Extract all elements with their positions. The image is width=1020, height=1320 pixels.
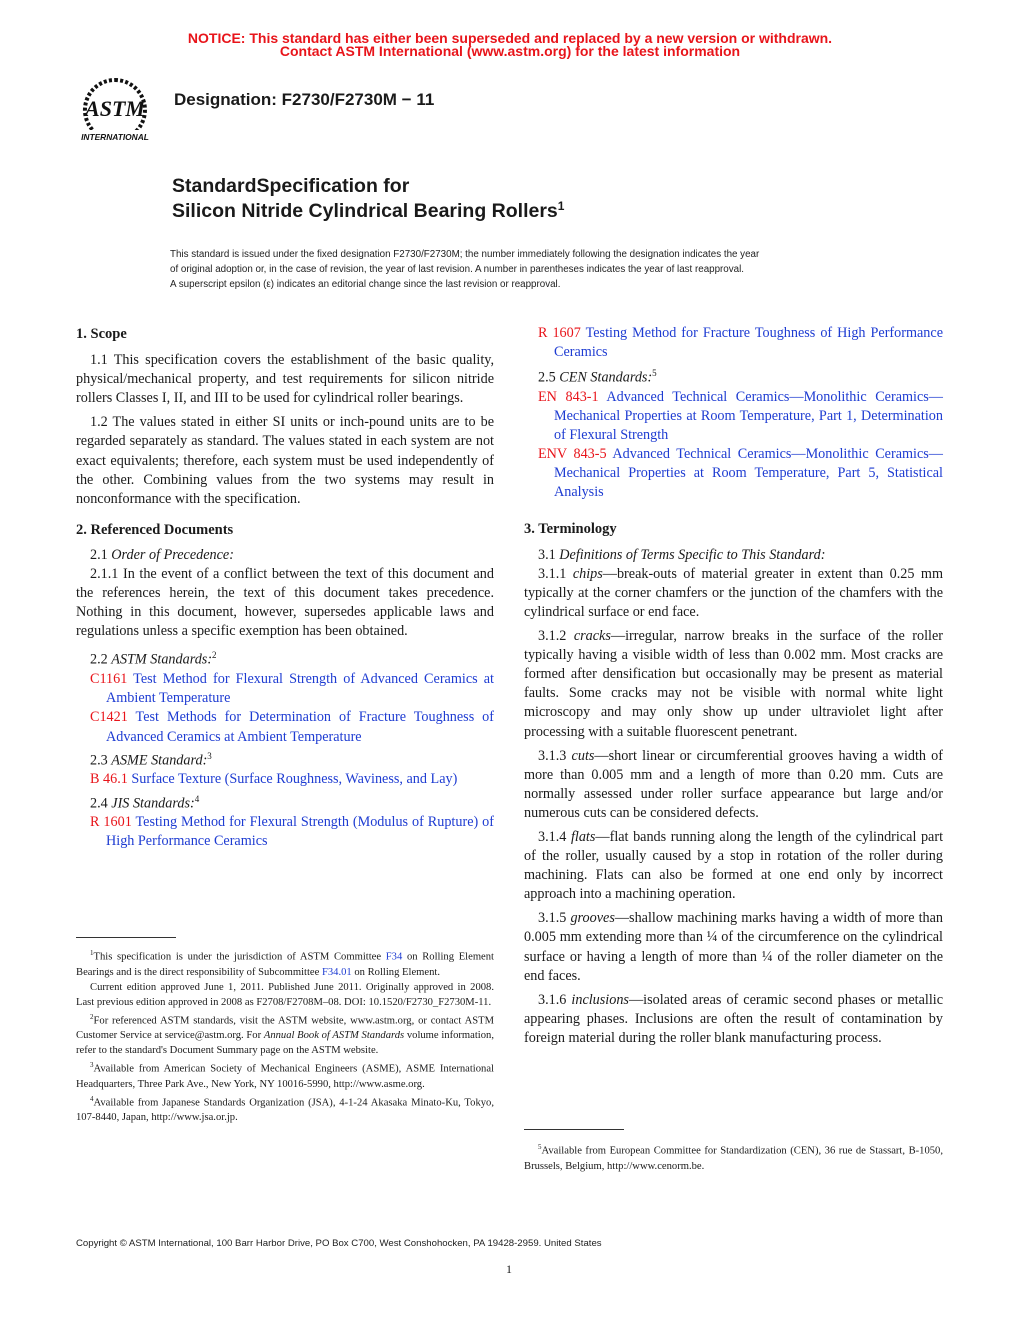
- page-number: 1: [506, 1262, 512, 1276]
- term-inclusions: 3.1.6 inclusions—isolated areas of ceramic second phases or metallic appearing phases. Inclusions are often the result of contamination by foreign material during the roller blank manufacturing process.: [524, 991, 943, 1046]
- link-f34-01[interactable]: F34.01: [321, 966, 352, 978]
- footnote-2: $^2$For referenced ASTM standards, visit the ASTM website, www.astm.org, or contact ASTM Customer Service at service@astm.org. For Annual Book of ASTM Standards volume information, refer to the standard's Document Summary page on the ASTM website.: [76, 1012, 494, 1057]
- issue-note-line-1: This standard is issued under the fixed designation F2730/F2730M; the number immediately following the designation indicates the year: [170, 249, 760, 260]
- issue-note-line-2: of original adoption or, in the case of revision, the year of last revision. A number in parentheses indicates the year of last reapproval.: [170, 264, 744, 275]
- designation: Designation: F2730/F2730M − 11: [174, 90, 435, 109]
- scope-1-1: 1.1 This specification covers the establishment of the basic quality, physical/mechanical property, and test requirements for silicon nitride rollers Classes I, II, and III to be used for cylindrical roller bearings.: [76, 352, 494, 407]
- term-cracks: 3.1.2 cracks—irregular, narrow breaks in the surface of the roller typically having a visible width of less than 0.002 mm. Most cracks are formed after densification but occasionally may be present as material faults. Some cracks may not be visible with normal white light microscopy and may only show up under ultraviolet light after processing with a suitable fluorescent penetrant.: [524, 628, 943, 740]
- footnote-3: $^3$Available from American Society of Mechanical Engineers (ASME), ASME International Headquarters, Three Park Ave., New York, NY 10016-5990, http://www.asme.org.: [76, 1061, 494, 1090]
- refdocs-heading: 2. Referenced Documents: [76, 521, 234, 538]
- footnote-4: $^4$Available from Japanese Standards Organization (JSA), 4-1-24 Akasaka Minato-Ku, Tokyo, 107-8440, Japan, http://www.jsa.or.jp.: [76, 1094, 494, 1124]
- ref-r1607[interactable]: R 1607 Testing Method for Fracture Toughness of High Performance Ceramics: [538, 325, 943, 361]
- logo-caption: INTERNATIONAL: [81, 132, 149, 142]
- ref-env843-5[interactable]: ENV 843-5 Advanced Technical Ceramics—Monolithic Ceramics—Mechanical Properties at Room Temperature, Part 5, Statistical Analysis: [538, 446, 943, 501]
- link-f34[interactable]: F34: [385, 951, 403, 963]
- ref-c1421[interactable]: C1421 Test Methods for Determination of Fracture Toughness of Advanced Ceramics at Ambient Temperature: [90, 709, 494, 745]
- term-chips: 3.1.1 chips—break-outs of material greater in extent than 0.25 mm typically at the corner chamfers or the junction of the chamfers with the cylindrical surface or end face.: [524, 565, 944, 620]
- astm-logo: [68, 74, 162, 146]
- refdocs-2-3: 2.3 ASME Standard:$^3$: [90, 750, 212, 769]
- ref-r1601[interactable]: R 1601 Testing Method for Flexural Strength (Modulus of Rupture) of High Performance Ceramics: [90, 814, 494, 850]
- footnote-1: $^1$This specification is under the jurisdiction of ASTM Committee F34 on Rolling Element Bearings and is the direct responsibility of Subcommittee F34.01 on Rolling Element.: [76, 949, 494, 978]
- right-column: [524, 324, 943, 1048]
- term-cuts: 3.1.3 cuts—short linear or circumferential grooves having a width of more than 0.005 mm and a length of more than 0.20 mm. Cuts are normally assessed under roller surface appearance but large and/or numerous cuts can be considered defects.: [524, 747, 944, 821]
- ref-en843-1[interactable]: EN 843-1 Advanced Technical Ceramics—Monolithic Ceramics—Mechanical Properties at Room Temperature, Part 1, Determination of Flexural Strength: [538, 389, 943, 444]
- title-line-2: Silicon Nitride Cylindrical Bearing Rollers$^1$: [172, 199, 565, 222]
- left-column: [76, 325, 494, 852]
- notice-line-1: NOTICE: This standard has either been superseded and replaced by a new version or withdrawn.: [187, 30, 833, 46]
- copyright: Copyright © ASTM International, 100 Barr Harbor Drive, PO Box C700, West Conshohocken, PA 19428-2959. United States: [76, 1238, 602, 1249]
- terminology-heading: 3. Terminology: [524, 520, 617, 537]
- refdocs-2-2: 2.2 ASTM Standards:$^2$: [90, 650, 217, 669]
- issue-note-line-3: A superscript epsilon (ε) indicates an editorial change since the last revision or reapproval.: [170, 279, 561, 290]
- ref-c1161[interactable]: C1161 Test Method for Flexural Strength of Advanced Ceramics at Ambient Temperature: [90, 671, 494, 707]
- term-flats: 3.1.4 flats—flat bands running along the length of the cylindrical part of the roller, usually caused by a stop in rotation of the roller during machining. Flats can also be formed at one end only by incorrect approach into a machining operation.: [524, 828, 944, 903]
- footnote-rule-left: [76, 937, 176, 938]
- refdocs-2-1: 2.1 Order of Precedence:: [90, 546, 234, 563]
- title-line-1: StandardSpecification for: [172, 175, 410, 197]
- scope-1-2: 1.2 The values stated in either SI units or inch-pound units are to be regarded separately as standard. The values stated in each system are not exact equivalents; therefore, each system must be used independently of the other. Combining values from the two systems may result in nonconformance with the specification.: [76, 414, 494, 507]
- scope-heading: 1. Scope: [76, 326, 127, 342]
- term-grooves: 3.1.5 grooves—shallow machining marks having a width of more than 0.005 mm extending more than ¼ of the circumference on the cylindrical surface or having a length of more than ¼ of the roller diameter on the end faces.: [524, 910, 943, 984]
- ref-b46-1[interactable]: B 46.1 Surface Texture (Surface Roughness, Waviness, and Lay): [90, 771, 458, 788]
- footnotes-left: [76, 946, 494, 1125]
- footnote-1-edition: Current edition approved June 1, 2011. Published June 2011. Originally approved in 2008. Last previous edition approved in 2008 as F2708/F2708M–08. DOI: 10.1520/F2730_F2730M-11.: [76, 981, 494, 1008]
- refdocs-2-4: 2.4 JIS Standards:$^4$: [90, 793, 200, 812]
- footnote-5: $^5$Available from European Committee for Standardization (CEN), 36 rue de Stassart, B-1050, Brussels, Belgium, http://www.cenorm.be.: [524, 1143, 943, 1172]
- title-footnote-mark: 1: [557, 199, 565, 213]
- refdocs-2-1-1: 2.1.1 In the event of a conflict between the text of this document and the references herein, the text of this document takes precedence. Nothing in this document, however, supersedes applicable laws and regulations unless a specific exemption has been obtained.: [76, 566, 494, 640]
- refdocs-2-5: 2.5 CEN Standards:$^5$: [538, 368, 657, 386]
- footnote-rule-right: [524, 1129, 624, 1130]
- footnotes-right: [524, 1140, 943, 1174]
- logo-letters: ASTM: [85, 96, 145, 121]
- issue-note: [170, 247, 860, 292]
- notice-line-2: Contact ASTM International (www.astm.org) for the latest information: [279, 43, 741, 59]
- terminology-3-1: 3.1 Definitions of Terms Specific to This Standard:: [538, 546, 826, 563]
